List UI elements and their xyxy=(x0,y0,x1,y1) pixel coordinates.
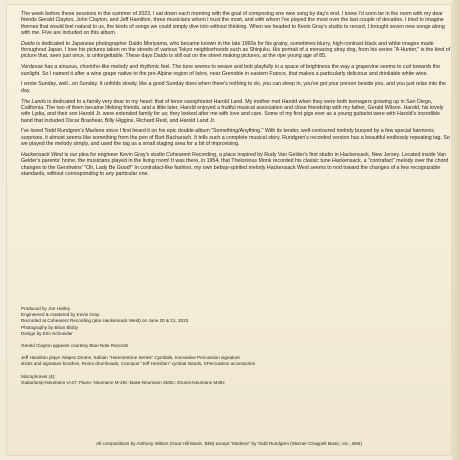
credit-line: Guitar/amp-Neumann U-47; Piano- Neumann M-49c; Bass-Neumann SM2c; Drums-Neumann M49c xyxy=(21,379,225,385)
liner-paragraph-the-lands: The Lands is dedicated to a family very dear to my heart: that of tenor saxophonist Harold Land. My mother met Harold when they were both teenagers growing up in San Diego, California. The two of them became lifelong friends, and a little later, Harold enjoyed a fruitful musical association and close friendship with my father, Gerald Wilson. Harold, his lovely wife Lydia, and their son Harold Jr. were extended family for us; they looked after me with love and care. Some of my first gigs ever as a young guitarist were with Harold's incredible band that included Oscar Brashear, Billy Higgins, Richard Reid, and Harold Land Jr. xyxy=(21,98,444,124)
credit-line: Design by Erin Schneider xyxy=(21,330,73,336)
credit-line: Gerald Clayton appears courtesy Blue Note Records xyxy=(21,343,128,349)
song-title-hackensack-west: Hackensack West xyxy=(21,151,63,158)
credit-line: Produced by Joe Harley xyxy=(21,306,71,311)
liner-paragraph-hackensack-west: Hackensack West is our plea for engineer Kevin Gray's studio Cohearent Recording, a place inspired by Rudy Van Gelder's first studio in Hackensack, New Jersey. Located inside Van Gelder's parents' home, the musicians played in the living room! It was there, in 1954, that Thelonious Monk recorded his classic tune Hackensack, a "contrafact" melody over the chord changes to the Gershwins' "Oh, Lady Be Good!" In contrafact-like fashion, my own bebop-spirited melody Hackensack West seems to nod toward the changes of a few recognizable standards, without corresponding to any particular one. xyxy=(21,151,449,177)
album-credits xyxy=(21,306,321,392)
production-credits xyxy=(21,306,321,337)
liner-paragraph-intro: The week before these sessions in the summer of 2023, I sat down each morning with the goal of composing one new song by day's end. I knew I'd soon be in the room with my dear friends Gerald Clayton, John Clayton, and Jeff Hamilton, three musicians whom I trust the most, and with whom I've played the most over the last couple of decades. I tried to imagine themes that would feel natural to us, the kinds of songs we could simply dive into without thinking. When we headed to Kevin Gray's studio to record, I brought seven new songs along with me. Five are included on this album. xyxy=(21,11,445,36)
song-title-daido: Daido xyxy=(21,40,35,47)
credit-line: Recorded at Cohearent Recording (aka Hackensack West) on June 20 & 21, 2023 xyxy=(21,318,189,324)
courtesy-credits xyxy=(21,343,321,349)
liner-paragraph-verdesse: Verdesse has a sinuous, chorinho-like melody and rhythmic feel. The tune seems to weave and bob playfully in a space of brightness the way a grapevine seems to curl towards the sunlight. So I named it after a wine grape native to the pre-Alpine region of Isère, near Grenoble in eastern France, that makes a particularly delicious and drinkable white wine. xyxy=(21,64,441,77)
liner-notes-text xyxy=(21,11,451,182)
liner-notes-page xyxy=(6,4,452,456)
credit-line: Photography by Brian Bloby xyxy=(21,324,78,330)
microphone-credits xyxy=(21,374,321,386)
liner-paragraph-marlene: I've loved Todd Rundgren's Marlene since I first heard it on his epic double-album "Something/Anything." With its tender, well-contoured melody buoyed by a few special harmonic surprises, it almost seems like something from the pen of Burt Bacharach. It tells such a complete musical story. Rundgren's recorded version has a beautiful endlessly repeating tag. So we played the melody simply, and used the tag as a small staging area for a bit of improvising. xyxy=(21,128,450,148)
page-edge xyxy=(452,0,460,460)
credit-line: sticks and signature brushes, Remo drumheads, Canopus "Jeff Hamilton" cymbal stands, XPercussion accessories xyxy=(21,361,255,367)
song-title-the-lands: The Lands xyxy=(21,98,46,105)
liner-paragraph-sunday: I wrote Sunday, well...on Sunday. It unfolds slowly, like a good Sunday does when there's nothing to do, you can sleep in, you've got your person beside you, and you just relax into the day. xyxy=(21,81,446,94)
liner-paragraph-daido: Daido is dedicated to Japanese photographer Daido Moriyama, who became known in the late 1960s for his grainy, sometimes blurry, high-contrast black and white images made throughout Japan. I love his pictures taken on the streets of various Tokyo neighborhoods such as Shinjuku. His portrait of a menacing stray dog, from his series "A Hunter," is the kind of picture that, seen just once, is unforgettable. These days Daido is still out on the street making pictures, at the ripe young age of 85. xyxy=(21,40,451,60)
credit-line: Jeff Hamilton plays: Mapex Drums, Sabian "Hammertone Series" Cymbals, Innovative Percussion signature xyxy=(21,355,240,361)
composition-credit-footer: All compositions by Anthony Wilson (Goat Hill Music, BMI) except "Marlene" by Todd Rundgren (Warner-Chappell Music, Inc., BMI) xyxy=(96,441,362,446)
credit-line: Microphones (4): xyxy=(21,373,56,379)
endorsement-credits xyxy=(21,355,321,367)
credit-line: Engineered & mastered by Kevin Gray xyxy=(21,312,100,318)
song-title-verdesse: Verdesse xyxy=(21,64,44,71)
